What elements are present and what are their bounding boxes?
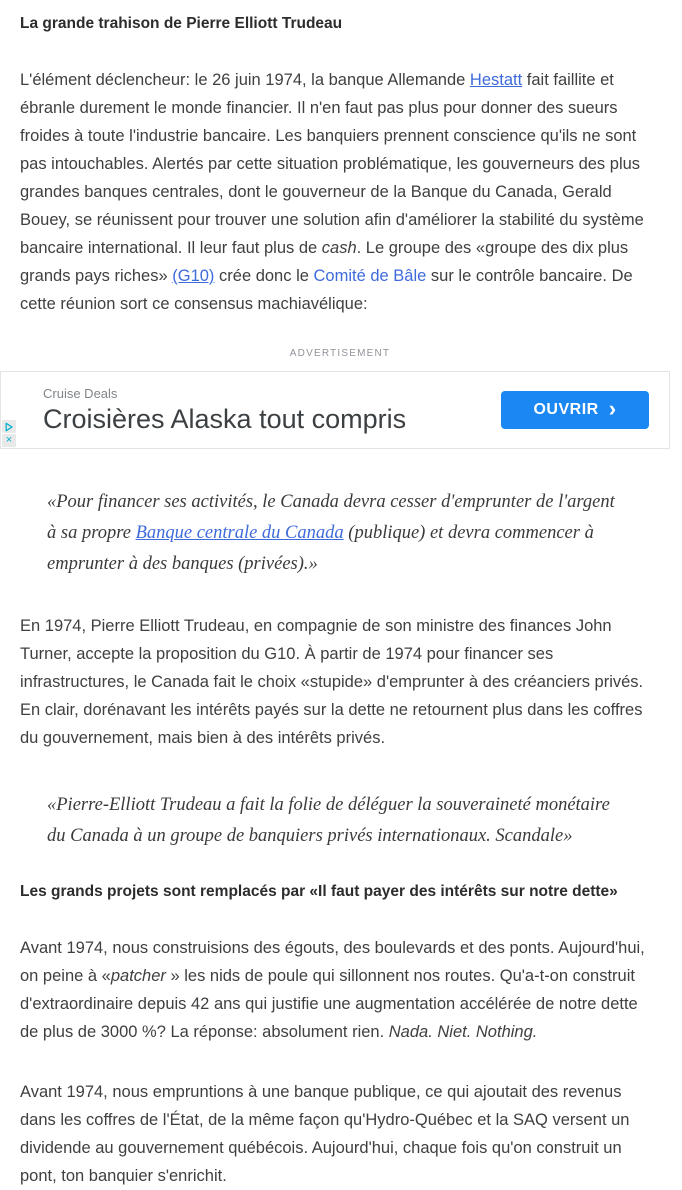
text-run: sur le contrôle bancaire. De cette réunion sort ce consensus machiavélique: xyxy=(20,267,633,313)
paragraph-1974-decision: En 1974, Pierre Elliott Trudeau, en compagnie de son ministre des finances John Turner, accepte la proposition du G10. À partir de 1974 pour financer ses infrastructures, le Canada fait le choix «stupide» d'emprunter à des créanciers privés. En clair, dorénavant les intérêts payés sur la dette ne retournent plus dans les coffres du gouvernement, mais bien à des intérêts privés. xyxy=(20,617,644,747)
ad-banner[interactable] xyxy=(0,371,670,449)
blockquote-scandale: «Pierre-Elliott Trudeau a fait la folie de déléguer la souveraineté monétaire du Canada à un groupe de banquiers privés internationaux. Scandale» xyxy=(47,795,610,846)
inline-link[interactable]: Hestatt xyxy=(469,71,523,89)
italic-text: Nada. Niet. Nothing. xyxy=(388,1023,538,1041)
article-title: La grande trahison de Pierre Elliott Trudeau xyxy=(20,15,343,32)
text-run: fait faillite et ébranle durement le monde financier. Il n'en faut pas plus pour donner des sueurs froides à toute l'industrie bancaire. Les banquiers prennent conscience qu'ils ne sont pas intouchables. Alertés par cette situation problématique, les gouverneurs des plus grandes banques centrales, dont le gouverneur de la Banque du Canada, Gerald Bouey, se réunissent pour trouver une solution afin d'améliorer la stabilité du système bancaire international. Il leur faut plus de xyxy=(20,71,644,257)
text-run: » les nids de poule qui sillonnent nos routes. Qu'a-t-on construit d'extraordinaire depuis 42 ans qui justifie une augmentation accélérée de notre dette de plus de 3000 %? La réponse: absolument rien. xyxy=(20,967,638,1041)
ad-sponsor-name: Cruise Deals xyxy=(43,385,118,401)
ad-text-block xyxy=(1,386,501,435)
advertisement-label: ADVERTISEMENT xyxy=(289,348,391,359)
blockquote-consensus xyxy=(47,487,626,580)
inline-link[interactable]: (G10) xyxy=(172,267,215,285)
ad-headline: Croisières Alaska tout compris xyxy=(43,403,407,434)
ad-section xyxy=(5,348,660,449)
ad-open-button-label: OUVRIR xyxy=(533,401,599,418)
text-run: crée donc le xyxy=(214,267,314,285)
ad-open-button[interactable] xyxy=(501,391,649,429)
italic-text: cash xyxy=(321,239,357,257)
ad-badges xyxy=(2,420,16,447)
text-run: «Pour financer ses activités, le Canada devra cesser d'emprunter de l'argent à sa propre xyxy=(47,492,615,543)
text-run: Avant 1974, nous construisions des égouts, des boulevards et des ponts. Aujourd'hui, on peine à « xyxy=(20,939,645,985)
text-run: L'élément déclencheur: le 26 juin 1974, la banque Allemande xyxy=(20,71,470,89)
chevron-right-icon: › xyxy=(608,395,617,421)
section-heading-interets: Les grands projets sont remplacés par «Il faut payer des intérêts sur notre dette» xyxy=(20,883,618,900)
adchoices-triangle-icon[interactable] xyxy=(2,420,16,433)
italic-text: patcher xyxy=(110,967,166,985)
paragraph-avant-1974-routes xyxy=(20,934,660,1046)
inline-link[interactable]: Comité de Bâle xyxy=(313,267,427,285)
text-run: (publique) et devra commencer à emprunter à des banques (privées).» xyxy=(47,523,594,574)
text-run: . Le groupe des «groupe des dix plus grands pays riches» xyxy=(20,239,629,285)
paragraph-intro xyxy=(20,66,660,318)
inline-link[interactable]: Banque centrale du Canada xyxy=(135,523,344,543)
ad-close-icon[interactable]: × xyxy=(2,434,16,447)
paragraph-avant-1974-banque: Avant 1974, nous empruntions à une banque publique, ce qui ajoutait des revenus dans les coffres de l'État, de la même façon qu'Hydro-Québec et la SAQ versent un dividende au gouvernement québécois. Aujourd'hui, chaque fois qu'on construit un pont, ton banquier s'enrichit. xyxy=(20,1083,630,1185)
